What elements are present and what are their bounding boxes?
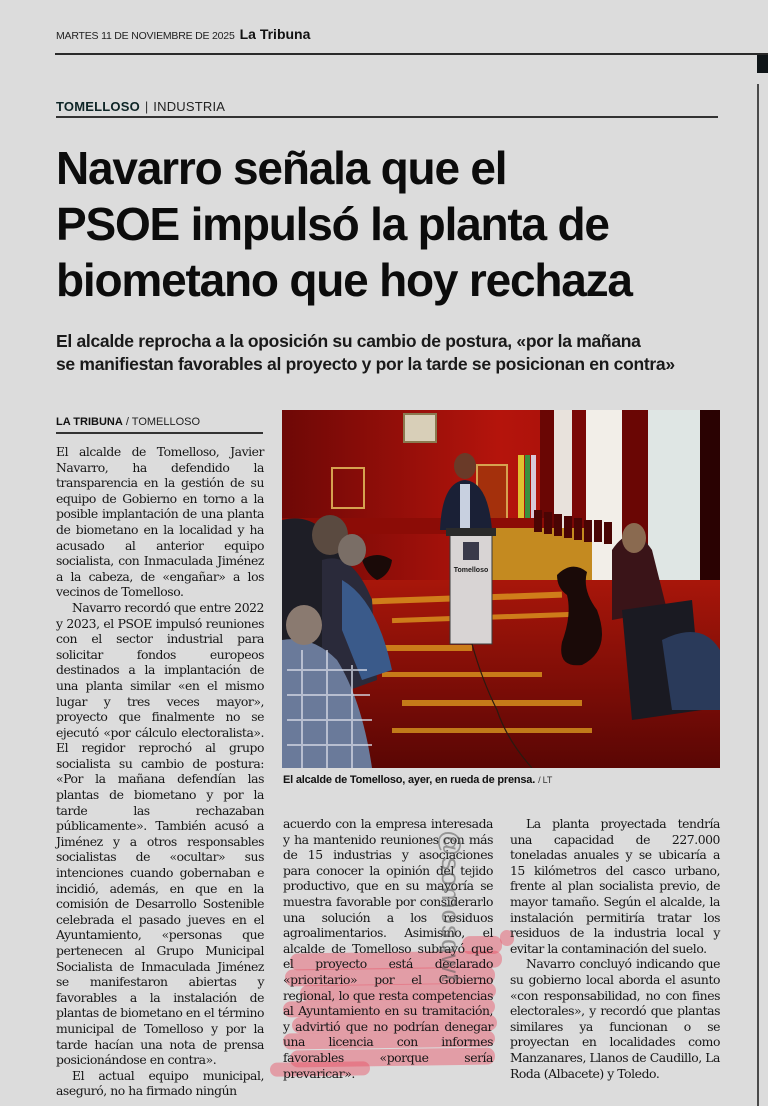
headline [56, 140, 736, 308]
publication-name: La Tribuna [239, 26, 311, 42]
section-label [56, 99, 225, 114]
section-sub: INDUSTRIA [153, 99, 226, 114]
byline-location: TOMELLOSO [131, 416, 201, 428]
section-separator: | [144, 99, 149, 114]
paragraph: El alcalde de Tomelloso, Javier Navarro, ha defendido la transparencia en la gestión de su equipo de Gobierno en torno a la posible implantación de una planta de biometano en la localidad y ha acusado al anterior equipo socialista, con Inmaculada Jiménez a la cabeza, de «engañar» a los vecinos de Tomelloso. [56, 444, 264, 600]
photo-illustration [282, 410, 720, 768]
press-conference-photo [282, 410, 720, 768]
header-rule [55, 53, 768, 55]
section-main: TOMELLOSO [56, 99, 140, 114]
byline-rule [56, 432, 263, 434]
paragraph: El actual equipo municipal, aseguró, no ha firmado ningún [56, 1067, 264, 1099]
column-edge-rule [757, 84, 759, 1106]
page-corner-marker [757, 55, 768, 73]
paragraph: Navarro recordó que entre 2022 y 2023, el PSOE impulsó reuniones con el sector industrial para solicitar fondos europeos destinados a la implantación de una planta similar «en el mismo lugar y tres veces mayor», proyecto que finalmente no se ejecutó «por cálculo electoralista». El regidor reprochó al grupo socialista su cambio de postura: «Por la mañana defendían las plantas de biometano y por la tarde las rechazaban públicamente». También acusó a Jiménez y a otros responsables socialistas de «ocultar» sus intenciones cuando gobernaban e incidió, además, en que en la comisión de Desarrollo Sostenible celebrada el pasado jueves en el Ayuntamiento, «personas que pertenecen al Grupo Municipal Socialista de Inmaculada Jiménez se manifestaron abiertas y favorables a la instalación de plantas de biometano en el término municipal de Tomelloso y por la tarde hacían una nota de prensa posicionándose en contra». [56, 599, 264, 1068]
paragraph: La planta proyectada tendría una capacidad de 227.000 toneladas anuales y se ubicaría a 15 kilómetros del casco urbano, frente al plan socialista previo, de mayor tamaño. Según el alcalde, la instalación permitiría tratar los residuos de la industria local y evitar la contaminación del suelo. [510, 816, 720, 956]
subheadline-line: se manifiestan favorables al proyecto y por la tarde se posicionan en contra» [56, 354, 675, 374]
byline-source: LA TRIBUNA [56, 416, 123, 428]
photo-credit: / LT [538, 775, 553, 785]
watermark: @somosqwt [436, 830, 466, 983]
article-column-3 [510, 816, 720, 1081]
headline-line: Navarro señala que el [56, 142, 507, 194]
headline-line: PSOE impulsó la planta de [56, 198, 609, 250]
paragraph: Navarro concluyó indicando que su gobierno local aborda el asunto «con responsabilidad, no con fines electorales», y recordó que plantas similares ya funcionan o se proyectan en localidades como Manzanares, Llanos de Caudillo, La Roda (Albacete) y Toledo. [510, 956, 720, 1081]
subheadline-line: El alcalde reprocha a la oposición su cambio de postura, «por la mañana [56, 331, 641, 351]
section-rule [56, 116, 718, 118]
lectern-label: Tomelloso [453, 567, 489, 574]
byline-separator: / [122, 416, 132, 428]
caption-text: El alcalde de Tomelloso, ayer, en rueda de prensa. [283, 774, 536, 786]
paragraph: acuerdo con la empresa interesada y ha mantenido reuniones con más de 15 industrias y asociaciones para conocer la opinión del tejido productivo, que en su mayoría se muestra favorable por considerarlo una solución a los residuos agroalimentarios. Asimismo, el alcalde de Tomelloso subrayó que el proyecto está declarado «prioritario» por el Gobierno regional, lo que resta competencias al Ayuntamiento en su tramitación, y advirtió que no podrían denegar una licencia con informes favorables «porque sería prevaricar». [283, 816, 493, 1081]
byline [56, 416, 200, 428]
photo-caption [283, 774, 552, 786]
running-header [56, 26, 310, 42]
issue-date: MARTES 11 DE NOVIEMBRE DE 2025 [56, 30, 235, 42]
article-column-1 [56, 444, 264, 1099]
subheadline [56, 330, 736, 376]
headline-line: biometano que hoy rechaza [56, 254, 632, 306]
